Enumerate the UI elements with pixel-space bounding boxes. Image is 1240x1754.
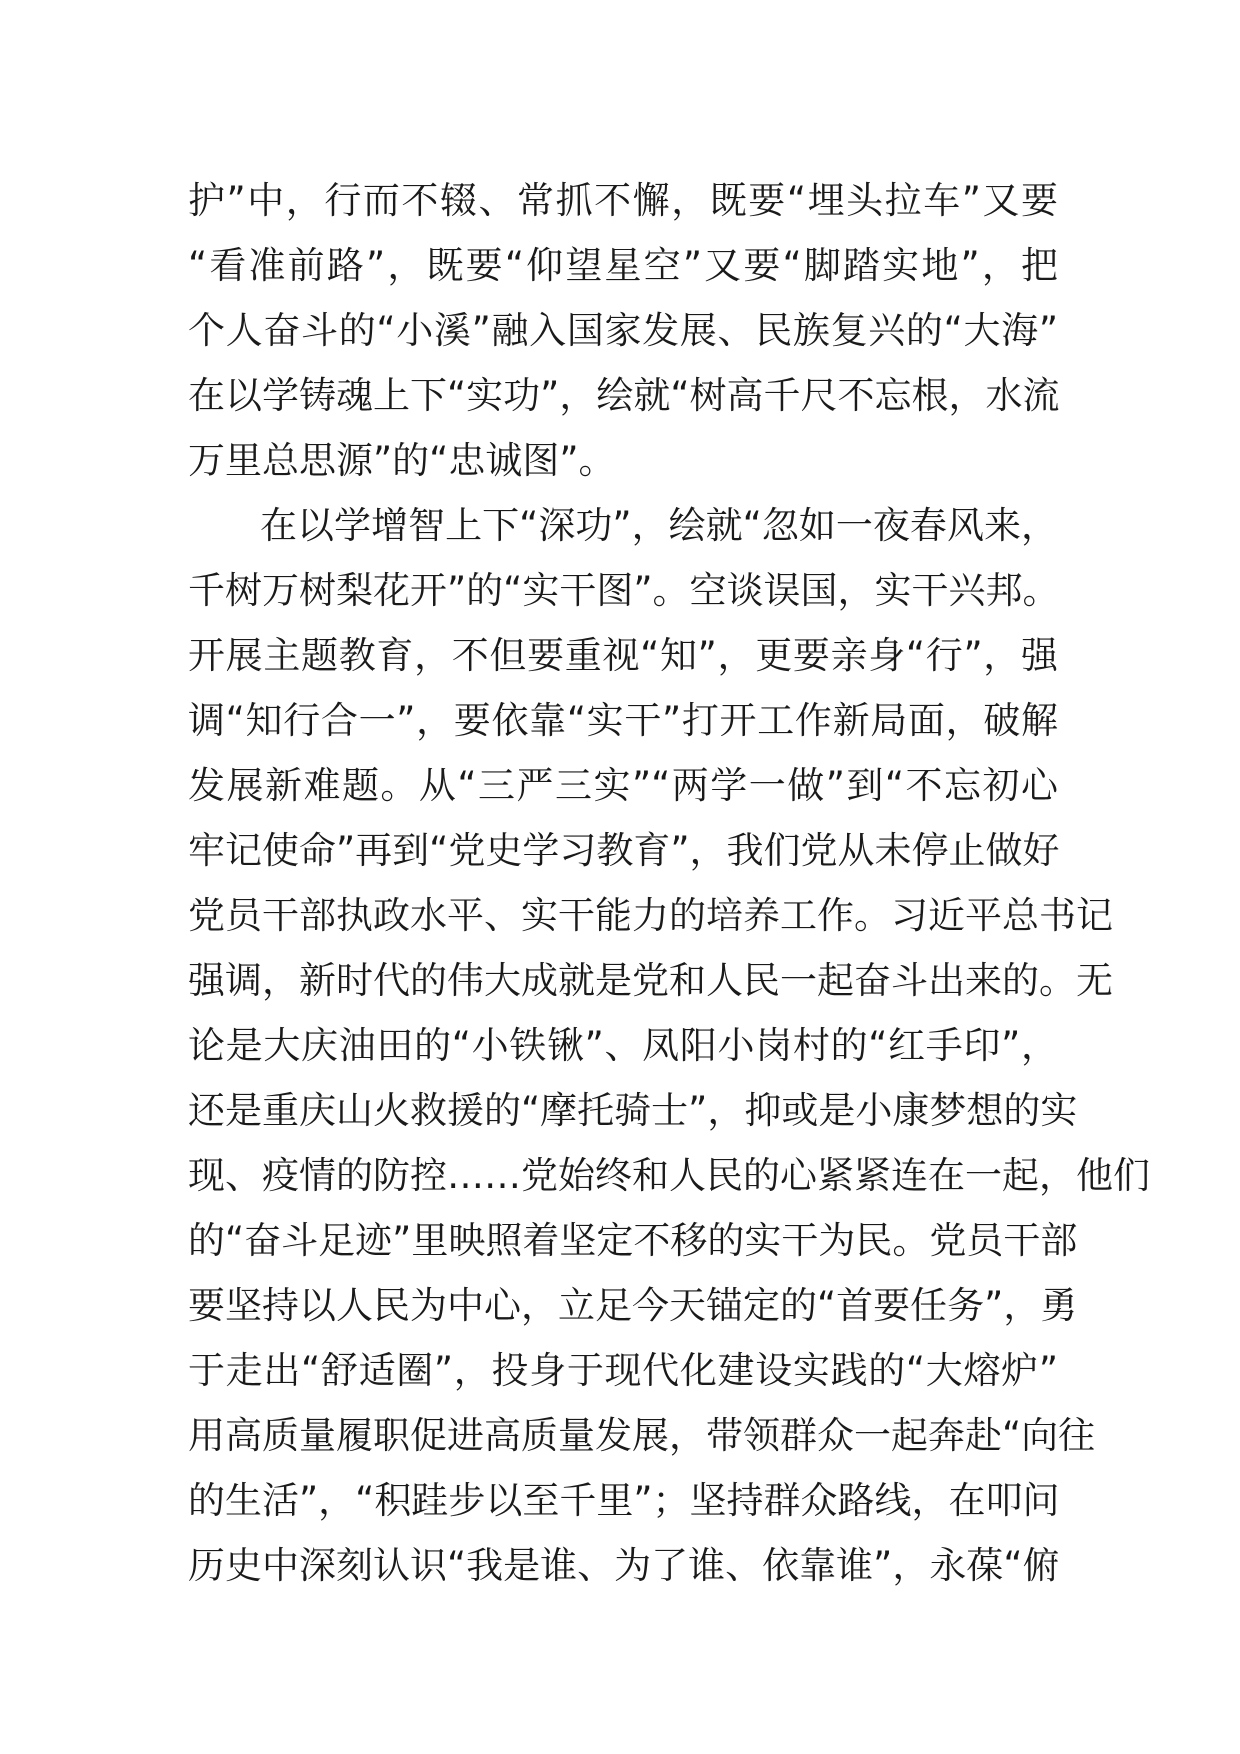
text-line: 千树万树梨花开”的“实干图”。空谈误国，实干兴邦。 [188, 569, 1060, 612]
text-line: 万里总思源”的“忠诚图”。 [188, 439, 616, 482]
text-line: 历史中深刻认识“我是谁、为了谁、依靠谁”，永葆“俯 [188, 1544, 1060, 1587]
text-line: 护”中，行而不辍、常抓不懈，既要“埋头拉车”又要 [188, 179, 1058, 222]
text-line: 的“奋斗足迹”里映照着坚定不移的实干为民。党员干部 [188, 1219, 1078, 1262]
text-line: 牢记使命”再到“党史学习教育”，我们党从未停止做好 [188, 829, 1060, 872]
paragraph-2 [188, 493, 1150, 1598]
text-line: 个人奋斗的“小溪”融入国家发展、民族复兴的“大海” [188, 309, 1058, 352]
text-line: 现、疫情的防控……党始终和人民的心紧紧连在一起，他们 [188, 1154, 1150, 1197]
text-line: 调“知行合一”，要依靠“实干”打开工作新局面，破解 [188, 699, 1058, 742]
text-line: 要坚持以人民为中心，立足今天锚定的“首要任务”，勇 [188, 1284, 1078, 1327]
text-line: 强调，新时代的伟大成就是党和人民一起奋斗出来的。无 [188, 959, 1113, 1002]
text-line: “看准前路”，既要“仰望星空”又要“脚踏实地”，把 [188, 244, 1058, 287]
text-line: 党员干部执政水平、实干能力的培养工作。习近平总书记 [188, 894, 1113, 937]
document-body [188, 168, 1150, 1598]
text-line: 的生活”，“积跬步以至千里”；坚持群众路线，在叩问 [188, 1479, 1060, 1522]
text-line: 还是重庆山火救援的“摩托骑士”，抑或是小康梦想的实 [188, 1089, 1078, 1132]
text-line: 于走出“舒适圈”，投身于现代化建设实践的“大熔炉” [188, 1349, 1058, 1392]
paragraph-1 [188, 168, 1058, 493]
text-line: 论是大庆油田的“小铁锹”、凤阳小岗村的“红手印”， [188, 1024, 1058, 1067]
text-line: 在以学铸魂上下“实功”，绘就“树高千尺不忘根，水流 [188, 374, 1060, 417]
text-line: 在以学增智上下“深功”，绘就“忽如一夜春风来， [260, 504, 1058, 547]
text-line: 用高质量履职促进高质量发展，带领群众一起奔赴“向往 [188, 1414, 1096, 1457]
text-line: 开展主题教育，不但要重视“知”，更要亲身“行”，强 [188, 634, 1058, 677]
text-line: 发展新难题。从“三严三实”“两学一做”到“不忘初心 [188, 764, 1058, 807]
